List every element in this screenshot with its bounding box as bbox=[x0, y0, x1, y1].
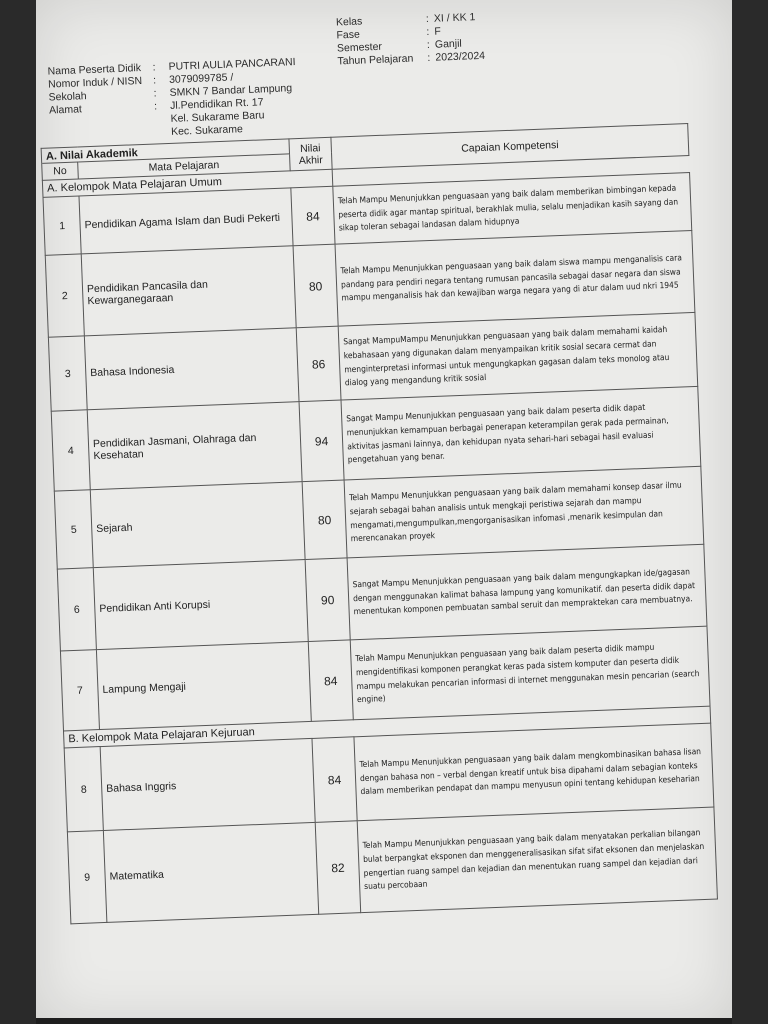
info-label: Sekolah bbox=[48, 90, 87, 104]
final-grade: 90 bbox=[305, 558, 350, 642]
final-grade: 82 bbox=[315, 821, 361, 915]
info-separator: : bbox=[425, 12, 430, 26]
report-card bbox=[36, 3, 705, 892]
competency-description: Telah Mampu Menunjukkan penguasaan yang baik dalam memberikan bimbingan kepada peserta didik agar mantap spiritual, berakhlak mulia, selalu menjadikan kasih sayang dan sikap toleran sebagai landasan dalam hidupnya bbox=[333, 173, 692, 245]
class-info bbox=[336, 11, 486, 69]
info-label: Semester bbox=[336, 40, 383, 55]
subject-name: Pendidikan Agama Islam dan Budi Pekerti bbox=[79, 188, 293, 254]
row-number: 4 bbox=[51, 410, 90, 491]
address-kelurahan: Kel. Sukarame Baru bbox=[170, 109, 265, 125]
academic-year-value: 2023/2024 bbox=[435, 49, 486, 64]
final-grade: 80 bbox=[302, 480, 347, 560]
info-label: Kelas bbox=[335, 15, 363, 29]
semester-value: Ganjil bbox=[434, 37, 463, 51]
subject-name: Pendidikan Anti Korupsi bbox=[93, 560, 308, 650]
competency-description: Telah Mampu Menunjukkan penguasaan yang baik dalam mengkombinasikan bahasa lisan dengan bahasa non – verbal dengan kreatif untuk bisa dipahami dalam sebagian konteks dalam memberikan pendapat dan mampu menyusun opini tentang kehidupan keseharian bbox=[354, 723, 714, 821]
final-grade: 84 bbox=[312, 737, 357, 823]
group-b-title: B. Kelompok Mata Pelajaran Kejuruan bbox=[64, 706, 711, 748]
info-label: Nomor Induk / NISN bbox=[47, 74, 143, 91]
info-separator: : bbox=[153, 100, 158, 113]
row-number: 5 bbox=[54, 490, 93, 569]
info-label: Alamat bbox=[48, 103, 83, 117]
final-grade: 94 bbox=[299, 400, 344, 482]
info-label: Fase bbox=[336, 28, 361, 42]
info-separator: : bbox=[426, 25, 430, 39]
info-separator: : bbox=[427, 51, 431, 64]
section-title: A. Nilai Akademik bbox=[45, 147, 139, 163]
row-number: 9 bbox=[67, 831, 107, 924]
competency-description: Telah Mampu Menunjukkan penguasaan yang baik dalam siswa mampu menganalisis cara pandang para pendiri negara tentang rumusan pancasila sebagai dasar negara dan siswa mampu menganalisis hak dan kewajiban warga negara yang di atur dalam uud nkri 1945 bbox=[335, 230, 695, 326]
student-nisn: 3079099785 / bbox=[168, 71, 234, 86]
row-number: 3 bbox=[48, 336, 87, 411]
competency-description: Sangat Mampu Menunjukkan penguasaan yang baik dalam mengungkapkan ide/gagasan dengan menggunakan kalimat bahasa lampung yang komunikatif. dan peserta didik dapat menentukan komponen pembuatan sambal seruit dan mempraktekan cara membuatnya. bbox=[347, 544, 707, 640]
subject-name: Matematika bbox=[103, 822, 318, 922]
final-grade: 80 bbox=[293, 244, 338, 328]
competency-description: Telah Mampu Menunjukkan penguasaan yang baik dalam menyatakan perkalian bilangan bulat berpangkat eksponen dan menggeneralisasikan sifat sifat eksonen dan menjelaskan pengertian ruang sampel dan kejadian dan menentukan ruang sampel dan kejadian dari suatu percobaan bbox=[357, 807, 717, 913]
no-header: No bbox=[42, 162, 79, 180]
info-separator: : bbox=[153, 87, 157, 100]
competency-description: Telah Mampu Menunjukkan penguasaan yang baik dalam peserta didik mampu mengidentifikasi komponen perangkat keras pada sistem komputer dan peserta didik mampu melakukan pencarian informasi di internet menggunakan mesin pencarian (search engine) bbox=[350, 626, 710, 720]
row-number: 2 bbox=[45, 254, 84, 337]
row-number: 8 bbox=[64, 747, 103, 832]
competency-description: Telah Mampu Menunjukkan penguasaan yang baik dalam memahami konsep dasar ilmu sejarah sebagai bahan analisis untuk mengkaji peristiwa sejarah dan mampu mengamati,mengumpulkan,mengorganisasikan infomasi ,menarik kesimpulan dan merencanakan proyek bbox=[344, 466, 704, 558]
subject-name: Lampung Mengaji bbox=[96, 642, 311, 730]
info-separator: : bbox=[426, 38, 431, 52]
group-a-title: A. Kelompok Mata Pelajaran Umum bbox=[42, 169, 332, 197]
row-number: 6 bbox=[57, 568, 96, 651]
subject-name: Bahasa Indonesia bbox=[84, 328, 299, 410]
school-name: SMKN 7 Bandar Lampung bbox=[169, 82, 293, 99]
final-grade: 84 bbox=[308, 640, 353, 722]
page-edge-shadow bbox=[36, 1018, 732, 1024]
final-grade: 86 bbox=[296, 326, 341, 402]
student-name: PUTRI AULIA PANCARANI bbox=[168, 56, 296, 73]
mapel-header: Mata Pelajaran bbox=[78, 154, 290, 179]
info-separator: : bbox=[152, 61, 156, 74]
final-grade: 84 bbox=[291, 186, 335, 246]
nilai-header: Nilai Akhir bbox=[289, 137, 332, 171]
subject-name: Pendidikan Jasmani, Olahraga dan Kesehatan bbox=[87, 402, 302, 490]
student-info bbox=[47, 55, 321, 143]
address-kecamatan: Kec. Sukarame bbox=[170, 123, 244, 138]
grades-table bbox=[41, 123, 718, 924]
capaian-header: Capaian Kompetensi bbox=[331, 124, 689, 170]
student-address: Jl.Pendidikan Rt. 17 bbox=[169, 96, 264, 112]
subject-name: Sejarah bbox=[90, 482, 305, 568]
info-label: Tahun Pelajaran bbox=[337, 52, 414, 68]
subject-name: Pendidikan Pancasila dan Kewarganegaraan bbox=[81, 246, 296, 336]
competency-description: Sangat MampuMampu Menunjukkan penguasaan yang baik dalam memahami kaidah kebahasaan yang digunakan dalam menyampaikan kritik sosial secara cermat dan menginterpretasi informasi untuk mengungkapkan gagasan dalam teks monolog atau dialog yang mengandung kritik sosial bbox=[338, 312, 698, 400]
phase-value: F bbox=[434, 25, 442, 38]
info-separator: : bbox=[152, 74, 157, 87]
class-value: XI / KK 1 bbox=[433, 11, 476, 25]
row-number: 1 bbox=[43, 196, 81, 255]
competency-description: Sangat Mampu Menunjukkan penguasaan yang baik dalam peserta didik dapat menunjukkan kemampuan berbagai penerapan keterampilan gerak pada permainan, aktivitas jasmani lainnya, dan kehidupan nyata sehari-hari sebagai hasil evaluasi pengetahuan yang benar. bbox=[341, 386, 701, 480]
info-label: Nama Peserta Didik bbox=[47, 62, 142, 78]
subject-name: Bahasa Inggris bbox=[100, 738, 315, 830]
row-number: 7 bbox=[60, 650, 99, 731]
